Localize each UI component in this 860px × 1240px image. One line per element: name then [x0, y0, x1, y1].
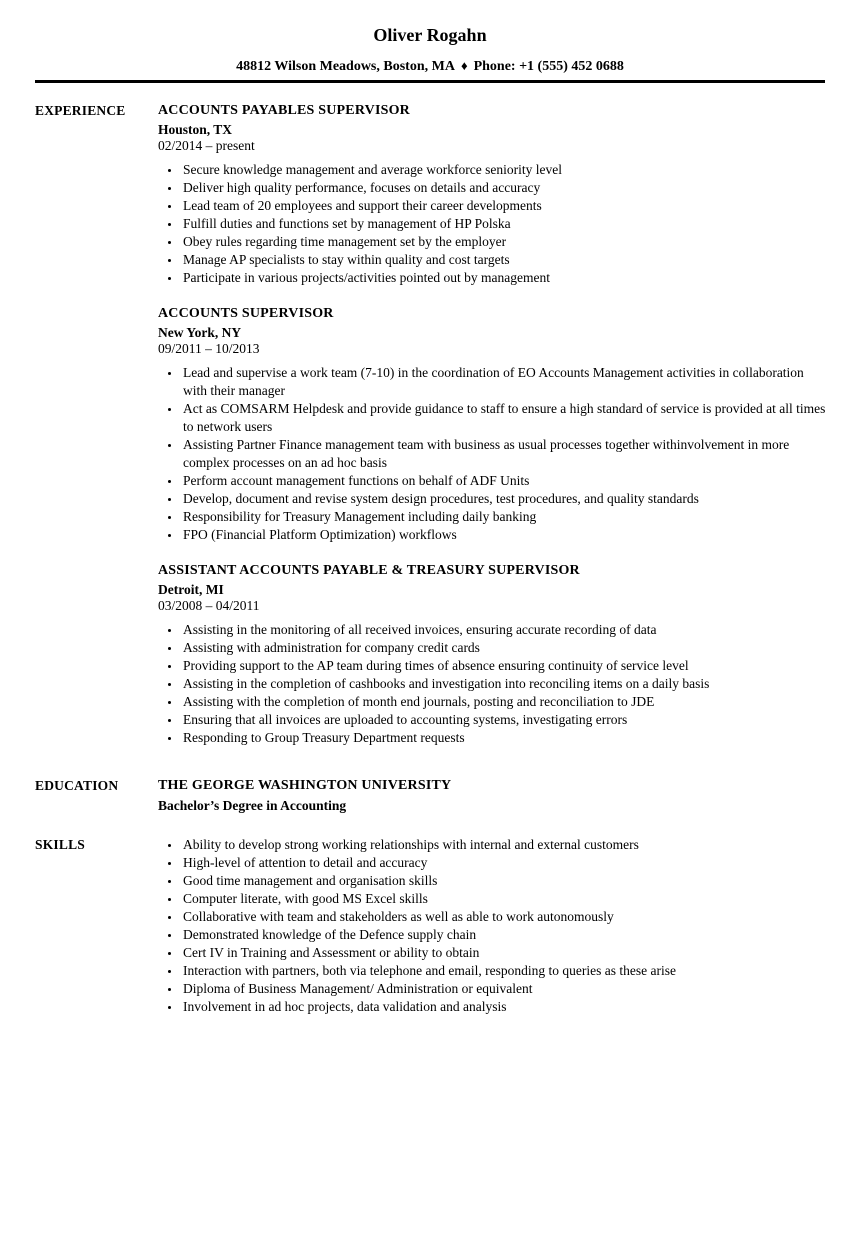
job-dates: 02/2014 – present	[158, 138, 255, 153]
person-name: Oliver Rogahn	[373, 25, 487, 45]
diamond-separator-icon: ♦	[460, 58, 468, 73]
bullet-item: • Act as COMSARM Helpdesk and provide guidance to staff to ensure a high standard of service is provided at all times to network users	[181, 400, 830, 436]
bullet-item: • Ensuring that all invoices are uploaded to accounting systems, investigating errors	[181, 711, 830, 729]
bullet-item: • Assisting Partner Finance management team with business as usual processes together withinvolvement in more complex processes on an ad hoc basis	[181, 436, 830, 472]
bullet-item: • Lead and supervise a work team (7-10) in the coordination of EO Accounts Management activities in collaboration with their manager	[181, 364, 830, 400]
bullet-item: • Responsibility for Treasury Management including daily banking	[181, 508, 830, 526]
bullet-item: • Good time management and organisation skills	[181, 872, 830, 890]
education-section	[35, 777, 830, 814]
skills-bullets	[158, 836, 830, 1016]
bullet-item: • FPO (Financial Platform Optimization) workflows	[181, 526, 830, 544]
bullet-item: • Develop, document and revise system design procedures, test procedures, and quality standards	[181, 490, 830, 508]
resume-header	[0, 0, 860, 75]
education-content	[158, 777, 830, 814]
bullet-item: • Responding to Group Treasury Department requests	[181, 729, 830, 747]
contact-line	[0, 58, 860, 75]
bullet-item: • Diploma of Business Management/ Administration or equivalent	[181, 980, 830, 998]
job-entry	[158, 305, 830, 544]
bullet-item: • Providing support to the AP team during times of absence ensuring continuity of service level	[181, 657, 830, 675]
bullet-item: • High-level of attention to detail and accuracy	[181, 854, 830, 872]
bullet-item: • Perform account management functions on behalf of ADF Units	[181, 472, 830, 490]
job-location: Detroit, MI	[158, 582, 224, 597]
job-bullets	[158, 621, 830, 747]
job-bullets	[158, 161, 830, 287]
job-title: ACCOUNTS PAYABLES SUPERVISOR	[158, 103, 410, 118]
job-dates: 03/2008 – 04/2011	[158, 598, 260, 613]
phone-text: Phone: +1 (555) 452 0688	[473, 59, 624, 74]
bullet-item: • Collaborative with team and stakeholders as well as able to work autonomously	[181, 908, 830, 926]
resume-body	[0, 83, 860, 1016]
job-bullets	[158, 364, 830, 544]
job-location: Houston, TX	[158, 122, 233, 137]
bullet-item: • Interaction with partners, both via telephone and email, responding to queries as these arise	[181, 962, 830, 980]
bullet-item: • Computer literate, with good MS Excel skills	[181, 890, 830, 908]
bullet-item: • Deliver high quality performance, focuses on details and accuracy	[181, 179, 830, 197]
skills-content	[158, 836, 830, 1016]
experience-section	[35, 102, 830, 747]
job-dates: 09/2011 – 10/2013	[158, 341, 260, 356]
experience-content	[158, 102, 830, 747]
education-label: EDUCATION	[35, 778, 119, 793]
bullet-item: • Demonstrated knowledge of the Defence supply chain	[181, 926, 830, 944]
skills-label: SKILLS	[35, 837, 85, 852]
school-name: THE GEORGE WASHINGTON UNIVERSITY	[158, 778, 452, 793]
job-entry	[158, 102, 830, 287]
job-location: New York, NY	[158, 325, 242, 340]
bullet-item: • Ability to develop strong working relationships with internal and external customers	[181, 836, 830, 854]
bullet-item: • Cert IV in Training and Assessment or ability to obtain	[181, 944, 830, 962]
bullet-item: • Assisting with the completion of month end journals, posting and reconciliation to JDE	[181, 693, 830, 711]
job-title: ACCOUNTS SUPERVISOR	[158, 306, 334, 321]
job-entry	[158, 562, 830, 747]
address-text: 48812 Wilson Meadows, Boston, MA	[236, 59, 455, 74]
bullet-item: • Participate in various projects/activities pointed out by management	[181, 269, 830, 287]
experience-label: EXPERIENCE	[35, 103, 126, 118]
bullet-item: • Secure knowledge management and average workforce seniority level	[181, 161, 830, 179]
bullet-item: • Obey rules regarding time management set by the employer	[181, 233, 830, 251]
bullet-item: • Manage AP specialists to stay within quality and cost targets	[181, 251, 830, 269]
bullet-item: • Involvement in ad hoc projects, data validation and analysis	[181, 998, 830, 1016]
job-title: ASSISTANT ACCOUNTS PAYABLE & TREASURY SUPERVISOR	[158, 563, 580, 578]
bullet-item: • Assisting with administration for company credit cards	[181, 639, 830, 657]
bullet-item: • Assisting in the monitoring of all received invoices, ensuring accurate recording of data	[181, 621, 830, 639]
degree-name: Bachelor’s Degree in Accounting	[158, 798, 347, 813]
bullet-item: • Lead team of 20 employees and support their career developments	[181, 197, 830, 215]
bullet-item: • Fulfill duties and functions set by management of HP Polska	[181, 215, 830, 233]
bullet-item: • Assisting in the completion of cashbooks and investigation into reconciling items on a daily basis	[181, 675, 830, 693]
skills-section	[35, 836, 830, 1016]
